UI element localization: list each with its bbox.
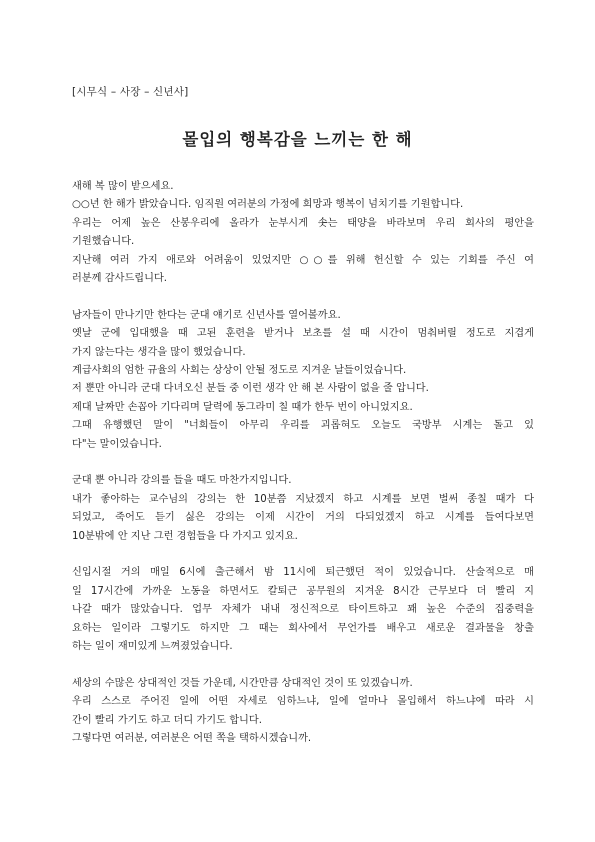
text-line: 지난해 여러 가지 애로와 어려움이 있었지만 ○○를 위해 헌신할 수 있는 기회를 주신 여 bbox=[72, 254, 534, 266]
text-line: 가지 않는다는 생각을 많이 했었습니다. bbox=[72, 346, 246, 358]
text-line: 그렇다면 여러분, 여러분은 어떤 쪽을 택하시겠습니까. bbox=[72, 733, 312, 745]
text-line: 내가 좋아하는 교수님의 강의는 한 10분쯤 지났겠지 하고 시계를 보면 벌써 종칠 때가 다 bbox=[72, 493, 534, 505]
text-line: 10분밖에 안 지난 그런 경험들을 다 가지고 있지요. bbox=[72, 530, 298, 542]
paragraph bbox=[72, 178, 534, 288]
paragraph bbox=[72, 472, 534, 546]
text-line: 세상의 수많은 상대적인 것들 가운데, 시간만큼 상대적인 것이 또 있겠습니까. bbox=[72, 677, 413, 689]
text-line: 신입시절 거의 매일 6시에 출근해서 밤 11시에 퇴근했던 적이 있었습니다. 산술적으로 매 bbox=[72, 567, 534, 579]
text-line: 기원했습니다. bbox=[72, 236, 135, 248]
text-line: 계급사회의 엄한 규율의 사회는 상상이 안될 정도로 지겨운 날들이었습니다. bbox=[72, 365, 407, 377]
text-line: 옛날 군에 입대했을 때 고된 훈련을 받거나 보초를 설 때 시간이 멈춰버릴 정도로 지겹게 bbox=[72, 328, 534, 340]
text-line: ○○년 한 해가 밝았습니다. 임직원 여러분의 가정에 희망과 행복이 넘치기를 기원합니다. bbox=[72, 199, 464, 211]
text-line: 저 뿐만 아니라 군대 다녀오신 분들 중 이런 생각 안 해 본 사람이 없을 줄 압니다. bbox=[72, 383, 429, 395]
text-line: 하는 일이 재미있게 느껴졌었습니다. bbox=[72, 641, 233, 653]
text-line: 남자들이 만나기만 한다는 군대 얘기로 신년사를 열어볼까요. bbox=[72, 309, 341, 321]
paragraph bbox=[72, 564, 534, 656]
text-line: 우리 스스로 주어진 일에 어떤 자세로 임하느냐, 일에 얼마나 몰입해서 하느냐에 따라 시 bbox=[72, 696, 534, 708]
text-line: 러분께 감사드립니다. bbox=[72, 273, 168, 285]
document-category: [시무식 – 사장 – 신년사] bbox=[72, 86, 189, 98]
text-line: 다"는 말이었습니다. bbox=[72, 438, 162, 450]
text-line: 제대 날짜만 손꼽아 기다리며 달력에 동그라미 칠 때가 한두 번이 아니었지요. bbox=[72, 401, 413, 413]
document-body bbox=[72, 178, 534, 767]
paragraph bbox=[72, 307, 534, 454]
text-line: 그때 유행했던 말이 "너희들이 아무리 우리를 괴롭혀도 오늘도 국방부 시계는 돌고 있 bbox=[72, 420, 534, 432]
text-line: 일 17시간에 가까운 노동을 하면서도 칼퇴근 공무원의 지겨운 8시간 근무보다 더 빨리 지 bbox=[72, 585, 534, 597]
text-line: 되었고, 죽어도 듣기 싫은 강의는 이제 시간이 거의 다되었겠지 하고 시계를 들여다보면 bbox=[72, 512, 534, 524]
document-title: 몰입의 행복감을 느끼는 한 해 bbox=[182, 130, 413, 149]
text-line: 간이 빨리 가기도 하고 더디 가기도 합니다. bbox=[72, 714, 262, 726]
text-line: 새해 복 많이 받으세요. bbox=[72, 181, 174, 192]
text-line: 요하는 일이라 그렇기도 하지만 그 때는 회사에서 무언가를 배우고 새로운 결과물을 창출 bbox=[72, 622, 534, 634]
text-line: 나갈 때가 많았습니다. 업무 자체가 내내 정신적으로 타이트하고 꽤 높은 수준의 집중력을 bbox=[72, 604, 534, 616]
text-line: 군대 뿐 아니라 강의를 들을 때도 마찬가지입니다. bbox=[72, 475, 292, 487]
paragraph bbox=[72, 675, 534, 749]
text-line: 우리는 어제 높은 산봉우리에 올라가 눈부시게 솟는 태양을 바라보며 우리 회사의 평안을 bbox=[72, 217, 534, 229]
